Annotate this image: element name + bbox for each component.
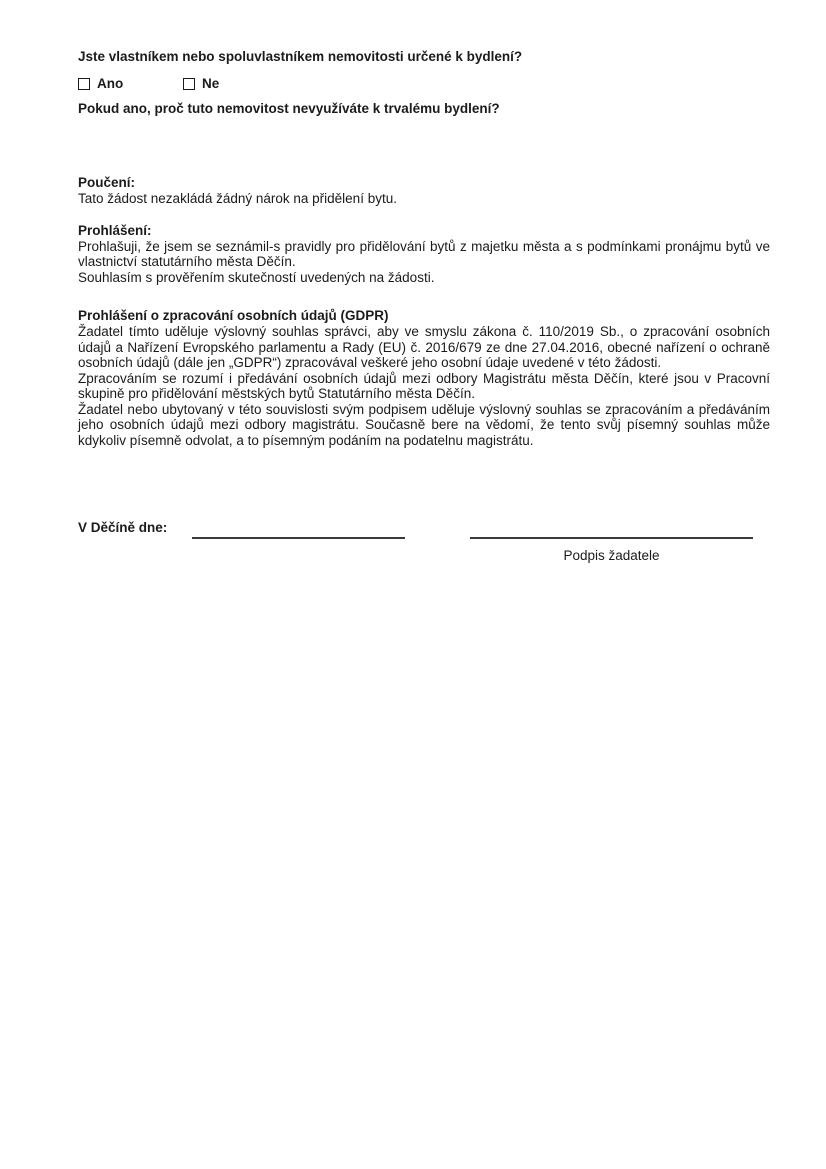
declaration-paragraph-1: Prohlašuji, že jsem se seznámil-s pravidly pro přidělování bytů z majetku města a s podmínkami pronájmu bytů ve vlastnictví statutárního města Děčín.	[78, 238, 770, 269]
checkbox-ano[interactable]	[78, 78, 90, 90]
declaration-paragraph-2: Souhlasím s prověřením skutečností uvedených na žádosti.	[78, 269, 435, 285]
signature-block	[78, 520, 770, 570]
checkbox-ne[interactable]	[183, 78, 195, 90]
gdpr-paragraph-3: Žadatel nebo ubytovaný v této souvislosti svým podpisem uděluje výslovný souhlas se zpracováním a předáváním jeho osobních údajů mezi odbory magistrátu. Současně bere na vědomí, že tento svůj písemný souhlas může kdykoliv písemně odvolat, a to písemným podáním na podatelnu magistrátu.	[78, 401, 770, 448]
option-ano[interactable]	[78, 76, 183, 92]
gdpr-heading: Prohlášení o zpracování osobních údajů (GDPR)	[78, 308, 389, 323]
date-place-label: V Děčíně dne:	[78, 520, 168, 535]
date-fill-line[interactable]	[192, 537, 405, 539]
declaration-heading: Prohlášení:	[78, 222, 152, 238]
option-ne[interactable]	[183, 76, 219, 92]
notice-heading: Poučení:	[78, 175, 136, 190]
gdpr-paragraph-2: Zpracováním se rozumí i předávání osobních údajů mezi odbory Magistrátu města Děčín, které jsou v Pracovní skupině pro přidělování městských bytů Statutárního města Děčín.	[78, 370, 770, 401]
ownership-question-heading: Jste vlastníkem nebo spoluvlastníkem nemovitosti určené k bydlení?	[78, 49, 523, 64]
notice-body: Tato žádost nezakládá žádný nárok na přidělení bytu.	[78, 191, 397, 206]
followup-question-heading: Pokud ano, proč tuto nemovitost nevyužíváte k trvalému bydlení?	[78, 101, 500, 116]
gdpr-paragraph-1: Žadatel tímto uděluje výslovný souhlas správci, aby ve smyslu zákona č. 110/2019 Sb., o zpracování osobních údajů a Nařízení Evropského parlamentu a Rady (EU) č. 2016/679 ze dne 27.04.2016, obecné nařízení o ochraně osobních údajů (dále jen „GDPR“) zpracovával veškeré jeho osobní údaje uvedené v této žádosti.	[78, 324, 770, 370]
signature-caption: Podpis žadatele	[563, 548, 660, 563]
option-ano-label: Ano	[97, 76, 124, 92]
ownership-options-row	[78, 76, 770, 92]
option-ne-label: Ne	[202, 76, 220, 92]
signature-fill-line[interactable]	[470, 537, 753, 539]
